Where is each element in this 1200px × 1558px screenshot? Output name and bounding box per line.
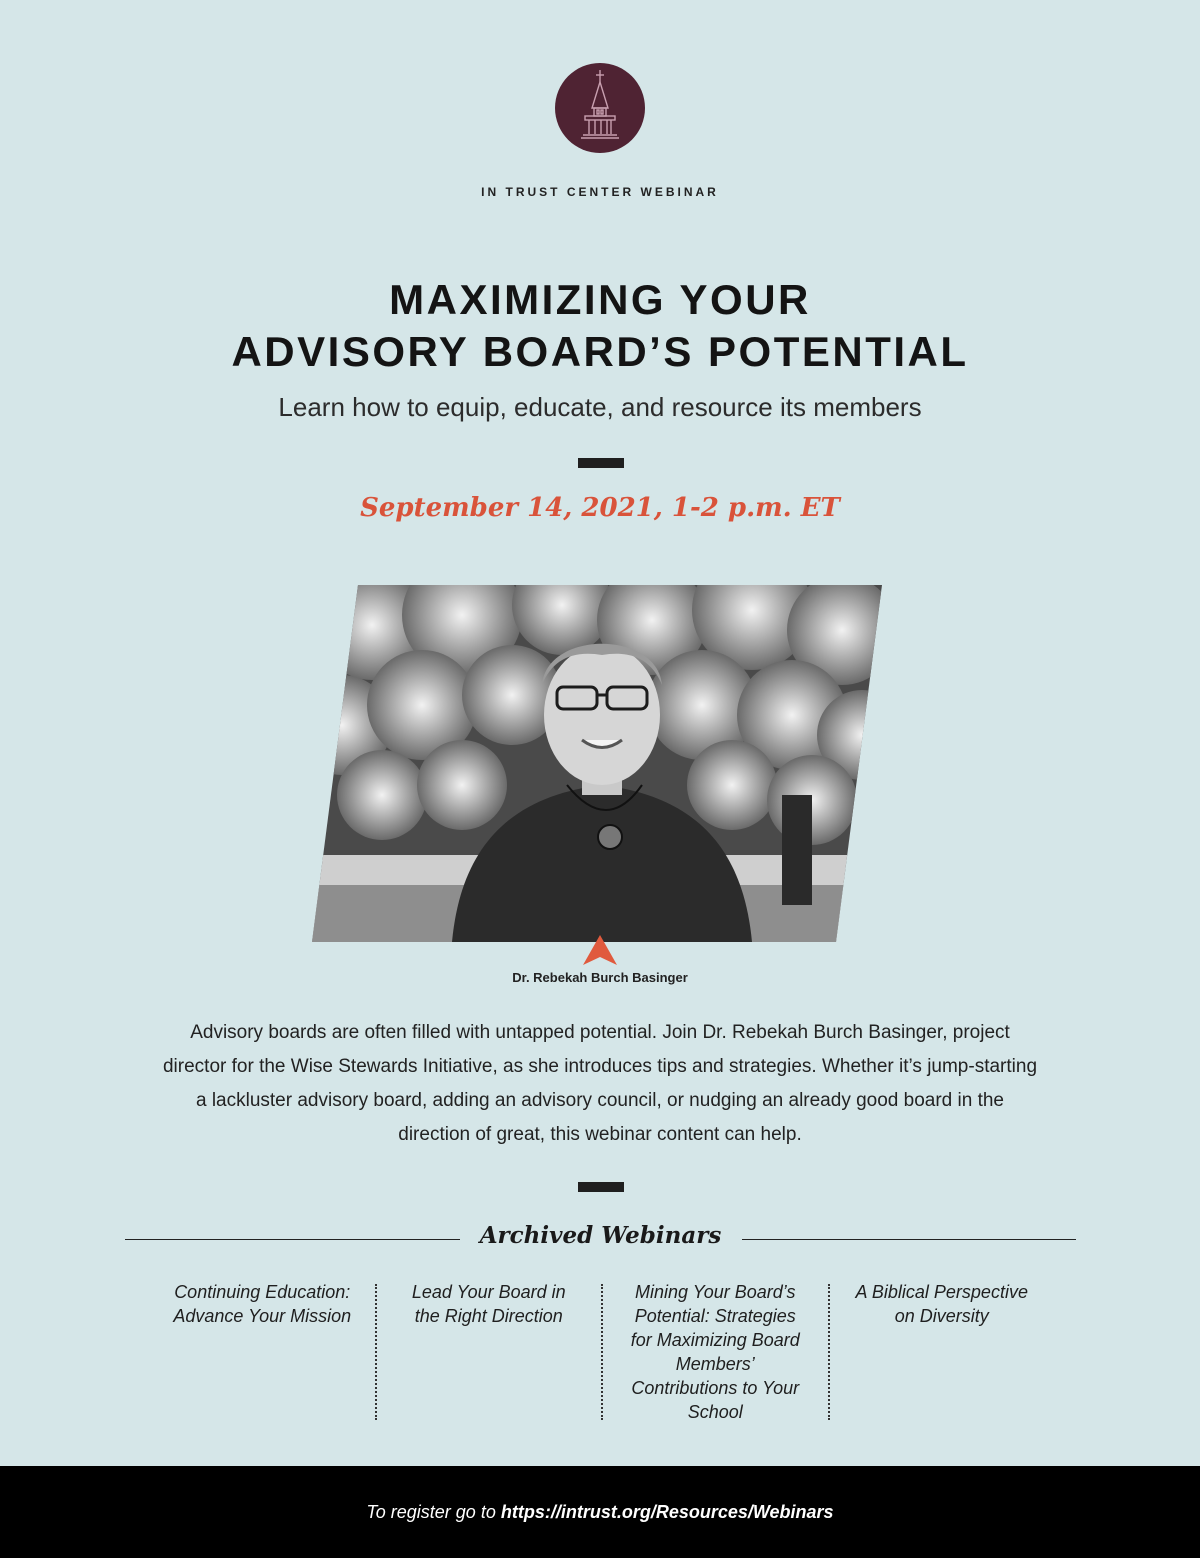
event-description: Advisory boards are often filled with untapped potential. Join Dr. Rebekah Burch Basinger, project director for the Wise Stewards Initiative, as she introduces tips and strategies. Whether it’s jump-starting a lackluster advisory board, adding an advisory council, or nudging an already good board in the direction of great, this webinar content can help. (162, 1022, 1038, 1145)
heading-rule-right (742, 1239, 1076, 1240)
registration-prefix: To register go to (366, 1502, 501, 1522)
archived-webinar-item[interactable]: Continuing Education: Advance Your Mission (173, 1282, 352, 1326)
title-line-1: MAXIMIZING YOUR (389, 276, 811, 323)
speaker-marker-icon (583, 935, 617, 965)
registration-footer (0, 1466, 1200, 1558)
archived-webinars-label: Archived Webinars (479, 1222, 722, 1249)
archived-webinar-item[interactable]: Mining Your Board’s Potential: Strategies for Maximizing Board Members’ Contributions to Your School (630, 1282, 800, 1422)
section-divider-bottom (578, 1182, 624, 1192)
archived-webinar-item[interactable]: Lead Your Board in the Right Direction (411, 1282, 566, 1326)
archived-webinar-list (150, 1280, 1054, 1420)
page-subtitle: Learn how to equip, educate, and resource its members (278, 392, 922, 422)
in-trust-logo (555, 63, 645, 153)
archived-webinars-heading (125, 1222, 1076, 1252)
registration-link[interactable]: https://intrust.org/Resources/Webinars (500, 1502, 834, 1522)
title-line-2: ADVISORY BOARD’S POTENTIAL (231, 328, 969, 375)
webinar-kicker: IN TRUST CENTER WEBINAR (481, 185, 719, 199)
speaker-caption: Dr. Rebekah Burch Basinger (512, 970, 688, 985)
archived-webinar-item[interactable]: A Biblical Perspective on Diversity (855, 1282, 1028, 1326)
church-steeple-icon (575, 68, 625, 148)
event-date: September 14, 2021, 1-2 p.m. ET (360, 493, 840, 523)
page-title (0, 274, 1200, 378)
speaker-photo (312, 585, 882, 942)
section-divider-top (578, 458, 624, 468)
